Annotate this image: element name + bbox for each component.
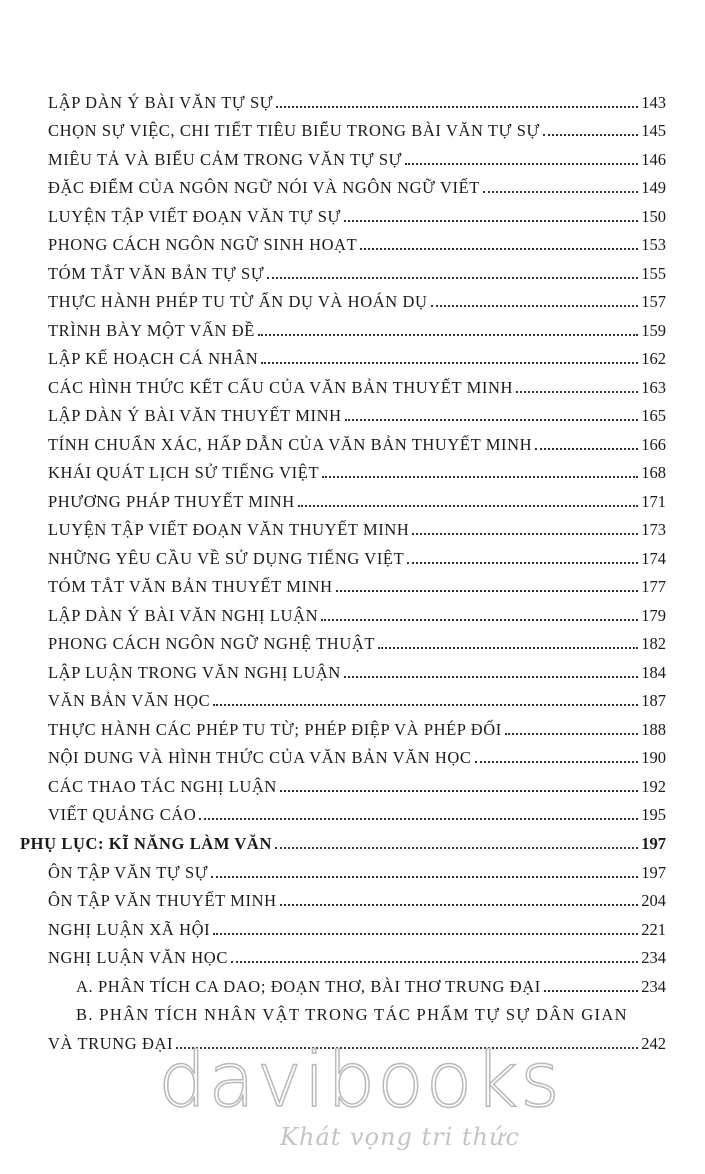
toc-entry-page: 165 [641,406,666,425]
toc-entry-title: THỰC HÀNH PHÉP TU TỪ ẨN DỤ VÀ HOÁN DỤ [48,292,428,311]
dot-leader [475,761,639,763]
toc-entry-page: 145 [641,121,666,140]
watermark-tagline: Khát vọng tri thức [280,1123,520,1151]
toc-entry-page: 150 [641,207,666,226]
toc-entry [48,315,666,341]
toc-entry [48,115,666,141]
toc-section-title: PHỤ LỤC: KĨ NĂNG LÀM VĂN [20,834,272,853]
toc-entry-page: 204 [641,891,666,910]
toc-entry [48,429,666,455]
dot-leader [344,676,638,678]
toc-entry-page: 184 [641,663,666,682]
dot-leader [535,448,638,450]
toc-entry [48,600,666,626]
toc-entry [48,628,666,654]
toc-entry-title: PHƯƠNG PHÁP THUYẾT MINH [48,492,295,511]
dot-leader [505,733,638,735]
toc-entry-page: 197 [641,863,666,882]
dot-leader [544,990,638,992]
toc-entry-page: 157 [641,292,666,311]
dot-leader [322,476,638,478]
toc-entry [48,201,666,227]
toc-entry-page: 179 [641,606,666,625]
toc-entry-title: ÔN TẬP VĂN THUYẾT MINH [48,891,277,910]
toc-entry-page: 146 [641,150,666,169]
toc-entry-title-continued: VÀ TRUNG ĐẠI [48,1034,174,1053]
toc-entry-page: 149 [641,178,666,197]
toc-entry-title: LẬP DÀN Ý BÀI VĂN TỰ SỰ [48,93,274,112]
dot-leader [378,647,638,649]
toc-entry [48,857,666,883]
watermark-brand: davibooks [158,1035,562,1124]
toc-entry [48,172,666,198]
dot-leader [231,961,638,963]
toc-entry-title: VIẾT QUẢNG CÁO [48,805,197,824]
dot-leader [298,505,638,507]
toc-entry-page: 174 [641,549,666,568]
toc-entry [48,543,666,569]
toc-entry-page: 234 [641,948,666,967]
toc-entry-title: VĂN BẢN VĂN HỌC [48,691,211,710]
dot-leader [267,277,638,279]
toc-entry-page: 190 [641,748,666,767]
toc-entry [48,685,666,711]
toc-entry-page: 234 [641,977,666,996]
toc-entry-title: TRÌNH BÀY MỘT VẤN ĐỀ [48,321,255,340]
dot-leader [199,818,638,820]
toc-subentry-line1 [76,999,666,1025]
dot-leader [213,933,638,935]
toc-entry-page: 192 [641,777,666,796]
toc-entry-page: 155 [641,264,666,283]
toc-entry [48,258,666,284]
toc-entry-title: LẬP LUẬN TRONG VĂN NGHỊ LUẬN [48,663,341,682]
toc-entry [48,372,666,398]
dot-leader [211,876,638,878]
toc-entry-title: NHỮNG YÊU CẦU VỀ SỬ DỤNG TIẾNG VIỆT [48,549,405,568]
dot-leader [213,704,638,706]
toc-entry-title: TÓM TẮT VĂN BẢN THUYẾT MINH [48,577,333,596]
dot-leader [336,590,639,592]
toc-entry-title: TÍNH CHUẨN XÁC, HẤP DẪN CỦA VĂN BẢN THUYẾT MINH [48,435,533,454]
toc-entry-title: A. PHÂN TÍCH CA DAO; ĐOẠN THƠ, BÀI THƠ TRUNG ĐẠI [76,977,541,996]
toc-entry-page: 166 [641,435,666,454]
toc-entry-title: KHÁI QUÁT LỊCH SỬ TIẾNG VIỆT [48,463,320,482]
toc-entry [48,144,666,170]
toc-entry-page: 153 [641,235,666,254]
dot-leader [483,191,638,193]
toc-entry-page: 188 [641,720,666,739]
toc-entry-page: 143 [641,93,666,112]
toc-entry [48,799,666,825]
toc-entry [48,343,666,369]
toc-entry [48,400,666,426]
toc-entry [48,87,666,113]
dot-leader [405,163,638,165]
toc-entry-page: 171 [641,492,666,511]
toc-entry-title: ÔN TẬP VĂN TỰ SỰ [48,863,209,882]
toc-entry-title: CÁC THAO TÁC NGHỊ LUẬN [48,777,277,796]
toc-entry-title: LUYỆN TẬP VIẾT ĐOẠN VĂN THUYẾT MINH [48,520,410,539]
toc-subentry [76,971,666,997]
toc-entry-page: 221 [641,920,666,939]
dot-leader [543,134,638,136]
toc-entry-title: PHONG CÁCH NGÔN NGỮ NGHỆ THUẬT [48,634,376,653]
toc-entry-title: LUYỆN TẬP VIẾT ĐOẠN VĂN TỰ SỰ [48,207,341,226]
dot-leader [431,305,639,307]
toc-entry-title: B. PHÂN TÍCH NHÂN VẬT TRONG TÁC PHẨM TỰ SỰ DÂN GIAN [76,1005,628,1024]
toc-entry-page: 173 [641,520,666,539]
toc-entry-page: 163 [641,378,666,397]
toc-entry-title: CHỌN SỰ VIỆC, CHI TIẾT TIÊU BIỂU TRONG BÀI VĂN TỰ SỰ [48,121,540,140]
toc-entry [48,657,666,683]
toc-section-appendix [20,828,666,854]
toc-entry-page: 159 [641,321,666,340]
toc-entry-title: MIÊU TẢ VÀ BIỂU CẢM TRONG VĂN TỰ SỰ [48,150,403,169]
dot-leader [344,220,638,222]
toc-entry-page: 182 [641,634,666,653]
toc-entry-title: TÓM TẮT VĂN BẢN TỰ SỰ [48,264,265,283]
toc-entry-title: CÁC HÌNH THỨC KẾT CẤU CỦA VĂN BẢN THUYẾT MINH [48,378,514,397]
toc-entry-title: LẬP DÀN Ý BÀI VĂN NGHỊ LUẬN [48,606,319,625]
toc-entry-title: LẬP KẾ HOẠCH CÁ NHÂN [48,349,259,368]
toc-entry [48,286,666,312]
dot-leader [345,419,639,421]
toc-entry-page: 177 [641,577,666,596]
toc-entry-title: NGHỊ LUẬN VĂN HỌC [48,948,228,967]
dot-leader [321,619,638,621]
toc-entry-title: LẬP DÀN Ý BÀI VĂN THUYẾT MINH [48,406,342,425]
toc-entry [48,514,666,540]
toc-entry [48,714,666,740]
dot-leader [516,391,638,393]
toc-section-page: 197 [641,834,666,853]
dot-leader [280,904,639,906]
dot-leader [360,248,638,250]
dot-leader [258,334,638,336]
toc-entry [48,914,666,940]
toc-entry-title: ĐẶC ĐIỂM CỦA NGÔN NGỮ NÓI VÀ NGÔN NGỮ VIẾT [48,178,480,197]
toc-entry [48,742,666,768]
toc-entry [48,571,666,597]
toc-entry [48,486,666,512]
toc-entry-title: NỘI DUNG VÀ HÌNH THỨC CỦA VĂN BẢN VĂN HỌC [48,748,472,767]
toc-entry-title: NGHỊ LUẬN XÃ HỘI [48,920,211,939]
toc-entry [48,771,666,797]
toc-entry-title: THỰC HÀNH CÁC PHÉP TU TỪ; PHÉP ĐIỆP VÀ PHÉP ĐỐI [48,720,502,739]
dot-leader [280,790,638,792]
toc-entry-page: 187 [641,691,666,710]
dot-leader [261,362,638,364]
dot-leader [275,847,638,849]
dot-leader [407,562,638,564]
toc-entry-page: 168 [641,463,666,482]
toc-entry-page: 162 [641,349,666,368]
toc-entry-page: 195 [641,805,666,824]
dot-leader [276,106,638,108]
dot-leader [412,533,638,535]
toc-entry-page: 242 [641,1034,666,1053]
toc-entry [48,942,666,968]
toc-entry [48,457,666,483]
toc-entry [48,229,666,255]
toc-entry-title: PHONG CÁCH NGÔN NGỮ SINH HOẠT [48,235,358,254]
toc-entry [48,885,666,911]
